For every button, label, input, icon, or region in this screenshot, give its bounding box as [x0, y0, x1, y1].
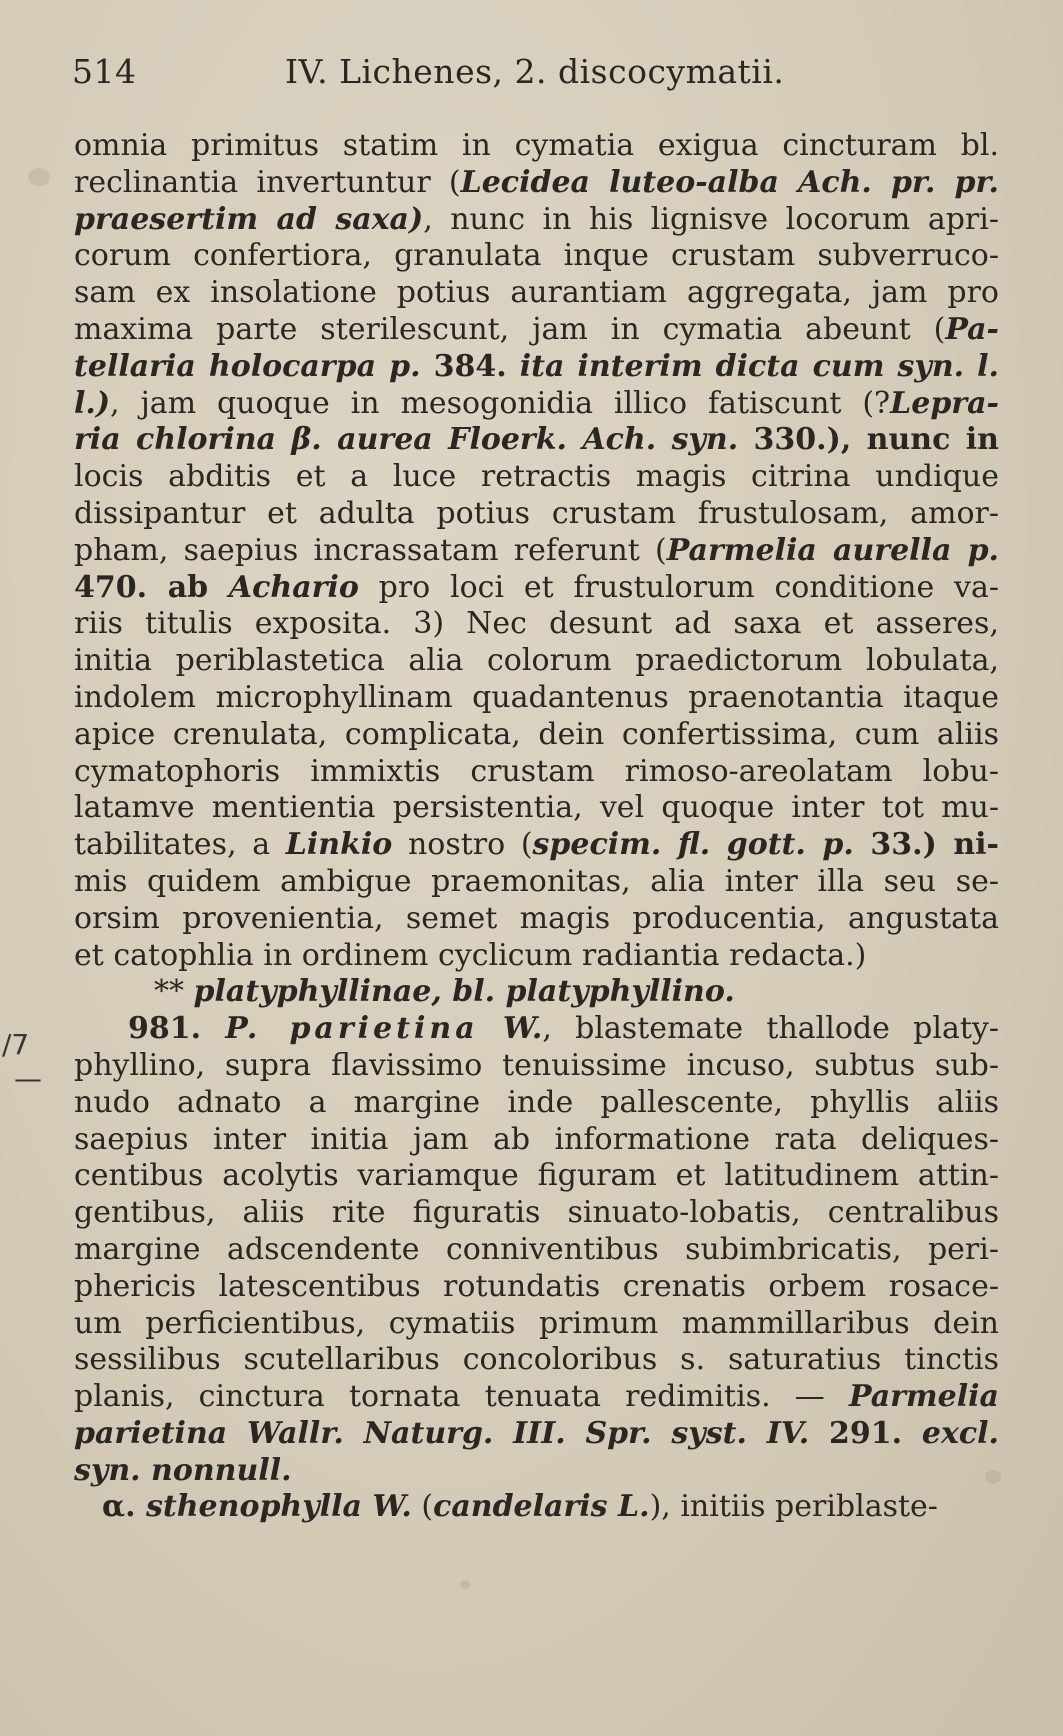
text-line: syn. nonnull. [74, 1452, 292, 1488]
text-line: pham, saepius incrassatam referunt (Parmelia aurella p. [74, 532, 999, 568]
text-line: dissipantur et adulta potius crustam frustulosam, amor- [74, 495, 999, 531]
text-line: saepius inter initia jam ab informatione rata deliques- [74, 1121, 999, 1157]
text-line: maxima parte sterilescunt, jam in cymatia abeunt (Pa- [74, 311, 999, 347]
text-line: l.), jam quoque in mesogonidia illico fatiscunt (?Lepra- [74, 385, 999, 421]
paper-stain [460, 1580, 470, 1589]
paper-stain [28, 168, 50, 186]
text-line: reclinantia invertuntur (Lecidea luteo-alba Ach. pr. pr. [74, 164, 999, 200]
text-line: praesertim ad saxa), nunc in his lignisve locorum apri- [74, 201, 999, 237]
text-line: nudo adnato a margine inde pallescente, phyllis aliis [74, 1084, 999, 1120]
text-line: omnia primitus statim in cymatia exigua cincturam bl. [74, 128, 999, 163]
text-line: phyllino, supra flavissimo tenuissime incuso, subtus sub- [74, 1047, 999, 1083]
variety-entry: α. sthenophylla W. (candelaris L.), initiis periblaste- [102, 1489, 938, 1525]
text-line: sessilibus scutellaribus concoloribus s. saturatius tinctis [74, 1342, 999, 1378]
text-line: latamve mentientia persistentia, vel quoque inter tot mu- [74, 790, 999, 826]
text-line: phericis latescentibus rotundatis crenatis orbem rosace- [74, 1268, 999, 1304]
page-number: 514 [72, 52, 137, 91]
text-line: ria chlorina β. aurea Floerk. Ach. syn. 330.), nunc in [74, 422, 999, 458]
text-line: cymatophoris immixtis crustam rimoso-areolatam lobu- [74, 753, 999, 789]
running-title: IV. Lichenes, 2. discocymatii. [285, 52, 785, 91]
text-line: riis titulis exposita. 3) Nec desunt ad saxa et asseres, [74, 606, 999, 642]
main-text-block [74, 128, 999, 1526]
text-line: initia periblastetica alia colorum praedictorum lobulata, [74, 643, 999, 679]
text-line: mis quidem ambigue praemonitas, alia inter illa seu se- [74, 863, 999, 899]
text-line: margine adscendente conniventibus subimbricatis, peri- [74, 1231, 999, 1267]
margin-annotation-mark: /7 [2, 1028, 30, 1061]
text-line: tellaria holocarpa p. 384. ita interim dicta cum syn. l. [74, 348, 999, 384]
text-line: indolem microphyllinam quadantenus praenotantia itaque [74, 679, 999, 715]
text-line: gentibus, aliis rite figuratis sinuato-lobatis, centralibus [74, 1195, 999, 1231]
species-number: 981. [128, 1011, 226, 1047]
margin-annotation-dash: — [14, 1062, 42, 1095]
page-header [72, 52, 992, 92]
text-line: planis, cinctura tornata tenuata redimitis. — Parmelia [74, 1379, 999, 1415]
text-line: tabilitates, a Linkio nostro (specim. fl. gott. p. 33.) ni- [74, 827, 999, 863]
text-line: centibus acolytis variamque figuram et latitudinem attin- [74, 1158, 999, 1194]
text-line: corum confertiora, granulata inque crustam subverruco- [74, 238, 999, 274]
text-line: sam ex insolatione potius aurantiam aggregata, jam pro [74, 275, 999, 311]
text-line: 470. ab Achario pro loci et frustulorum conditione va- [74, 569, 999, 605]
text-line: apice crenulata, complicata, dein confertissima, cum aliis [74, 716, 999, 752]
text-line: et catophlia in ordinem cyclicum radiantia redacta.) [74, 937, 867, 973]
species-name: P. parietina [225, 1011, 479, 1047]
text-line: orsim provenientia, semet magis producentia, angustata [74, 900, 999, 936]
species-entry-heading: 981. P. parietina W., blastemate thallode platy- [128, 1011, 999, 1047]
text-line: um perficientibus, cymatiis primum mammillaribus dein [74, 1305, 999, 1341]
text-line: parietina Wallr. Naturg. III. Spr. syst. IV. 291. excl. [74, 1415, 999, 1451]
text-line: locis abditis et a luce retractis magis citrina undique [74, 459, 999, 495]
section-subheading: ** platyphyllinae, bl. platyphyllino. [154, 974, 735, 1010]
